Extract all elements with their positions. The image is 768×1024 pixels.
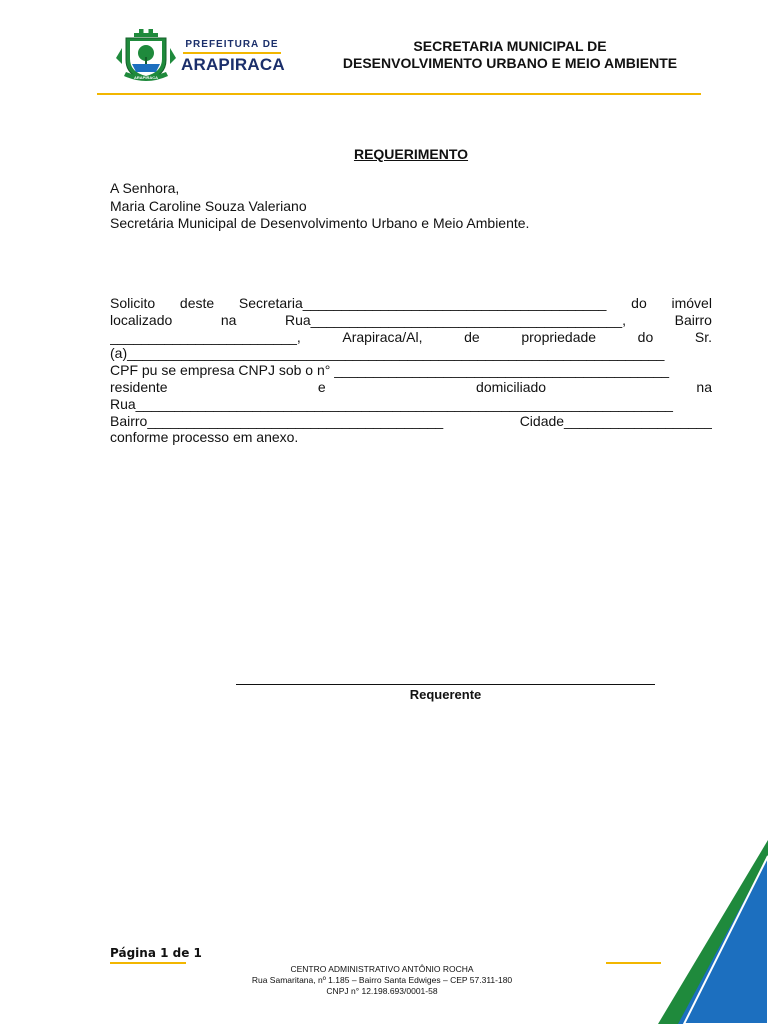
body-line [110, 413, 712, 430]
body-word: do [637, 328, 654, 345]
header-rule [97, 93, 701, 95]
body-word: e [317, 378, 326, 395]
header-title-line-1: SECRETARIA MUNICIPAL DE [413, 38, 607, 54]
body-line [110, 379, 712, 396]
body-word: conforme processo em anexo. [110, 429, 299, 446]
body-word: Rua_____________________________________________________________________ [110, 395, 673, 412]
body-line [110, 396, 712, 413]
body-word: imóvel [671, 295, 712, 311]
body-word: na [696, 378, 712, 395]
body-word: (a)_____________________________________________________________________ [110, 345, 665, 362]
addressee-salutation: A Senhora, [110, 180, 180, 196]
body-word: CPF pu se empresa CNPJ sob o n° ___________________________________________ [110, 362, 670, 379]
body-word: Rua________________________________________, [285, 311, 627, 328]
signature-line [236, 684, 655, 685]
body-word: residente [110, 378, 168, 395]
body-word: do [631, 295, 647, 311]
arapiraca-coat-of-arms-logo [116, 28, 176, 86]
body-line [110, 429, 712, 446]
request-body [110, 295, 712, 446]
body-word: Sr. [694, 328, 712, 345]
document-title: REQUERIMENTO [353, 146, 469, 162]
body-line [110, 329, 712, 346]
addressee-role: Secretária Municipal de Desenvolvimento Urbano e Meio Ambiente. [110, 215, 530, 231]
body-word: ________________________, [110, 328, 301, 345]
brand-city-name: ARAPIRACA [181, 55, 285, 74]
body-word: na [220, 311, 237, 328]
body-line [110, 362, 712, 379]
body-word: localizado [110, 311, 173, 328]
body-line [110, 295, 712, 312]
body-word: Bairro______________________________________ [110, 412, 444, 429]
body-word: Cidade___________________ [519, 412, 712, 429]
body-word: deste [179, 295, 215, 311]
footer-cnpj: CNPJ n° 12.198.693/0001-58 [326, 986, 438, 996]
footer-address [200, 964, 564, 997]
brand-divider [183, 52, 281, 54]
corner-decoration [620, 840, 768, 1024]
header-title-line-2: DESENVOLVIMENTO URBANO E MEIO AMBIENTE [342, 55, 678, 71]
body-line [110, 345, 712, 362]
footer-building: CENTRO ADMINISTRATIVO ANTÔNIO ROCHA [290, 964, 474, 974]
header-title [310, 38, 710, 72]
signature-label: Requerente [409, 687, 482, 702]
body-line [110, 312, 712, 329]
body-word: domiciliado [476, 378, 547, 395]
body-word: Solicito [110, 295, 156, 311]
page-number-underline [110, 962, 186, 964]
page-number: Página 1 de 1 [110, 946, 202, 960]
addressee-block [110, 180, 712, 233]
brand-prefeitura-label: PREFEITURA DE [185, 39, 279, 50]
body-word: Arapiraca/Al, [342, 328, 423, 345]
body-word: de [464, 328, 480, 345]
body-word: Bairro [674, 311, 712, 328]
body-word: Secretaria_______________________________________ [238, 295, 607, 311]
body-word: propriedade [521, 328, 597, 345]
logo-ribbon-text: ARAPIRACA [134, 75, 158, 80]
footer-street: Rua Samaritana, nº 1.185 – Bairro Santa Edwiges – CEP 57.311-180 [251, 975, 513, 985]
addressee-name: Maria Caroline Souza Valeriano [110, 197, 307, 214]
